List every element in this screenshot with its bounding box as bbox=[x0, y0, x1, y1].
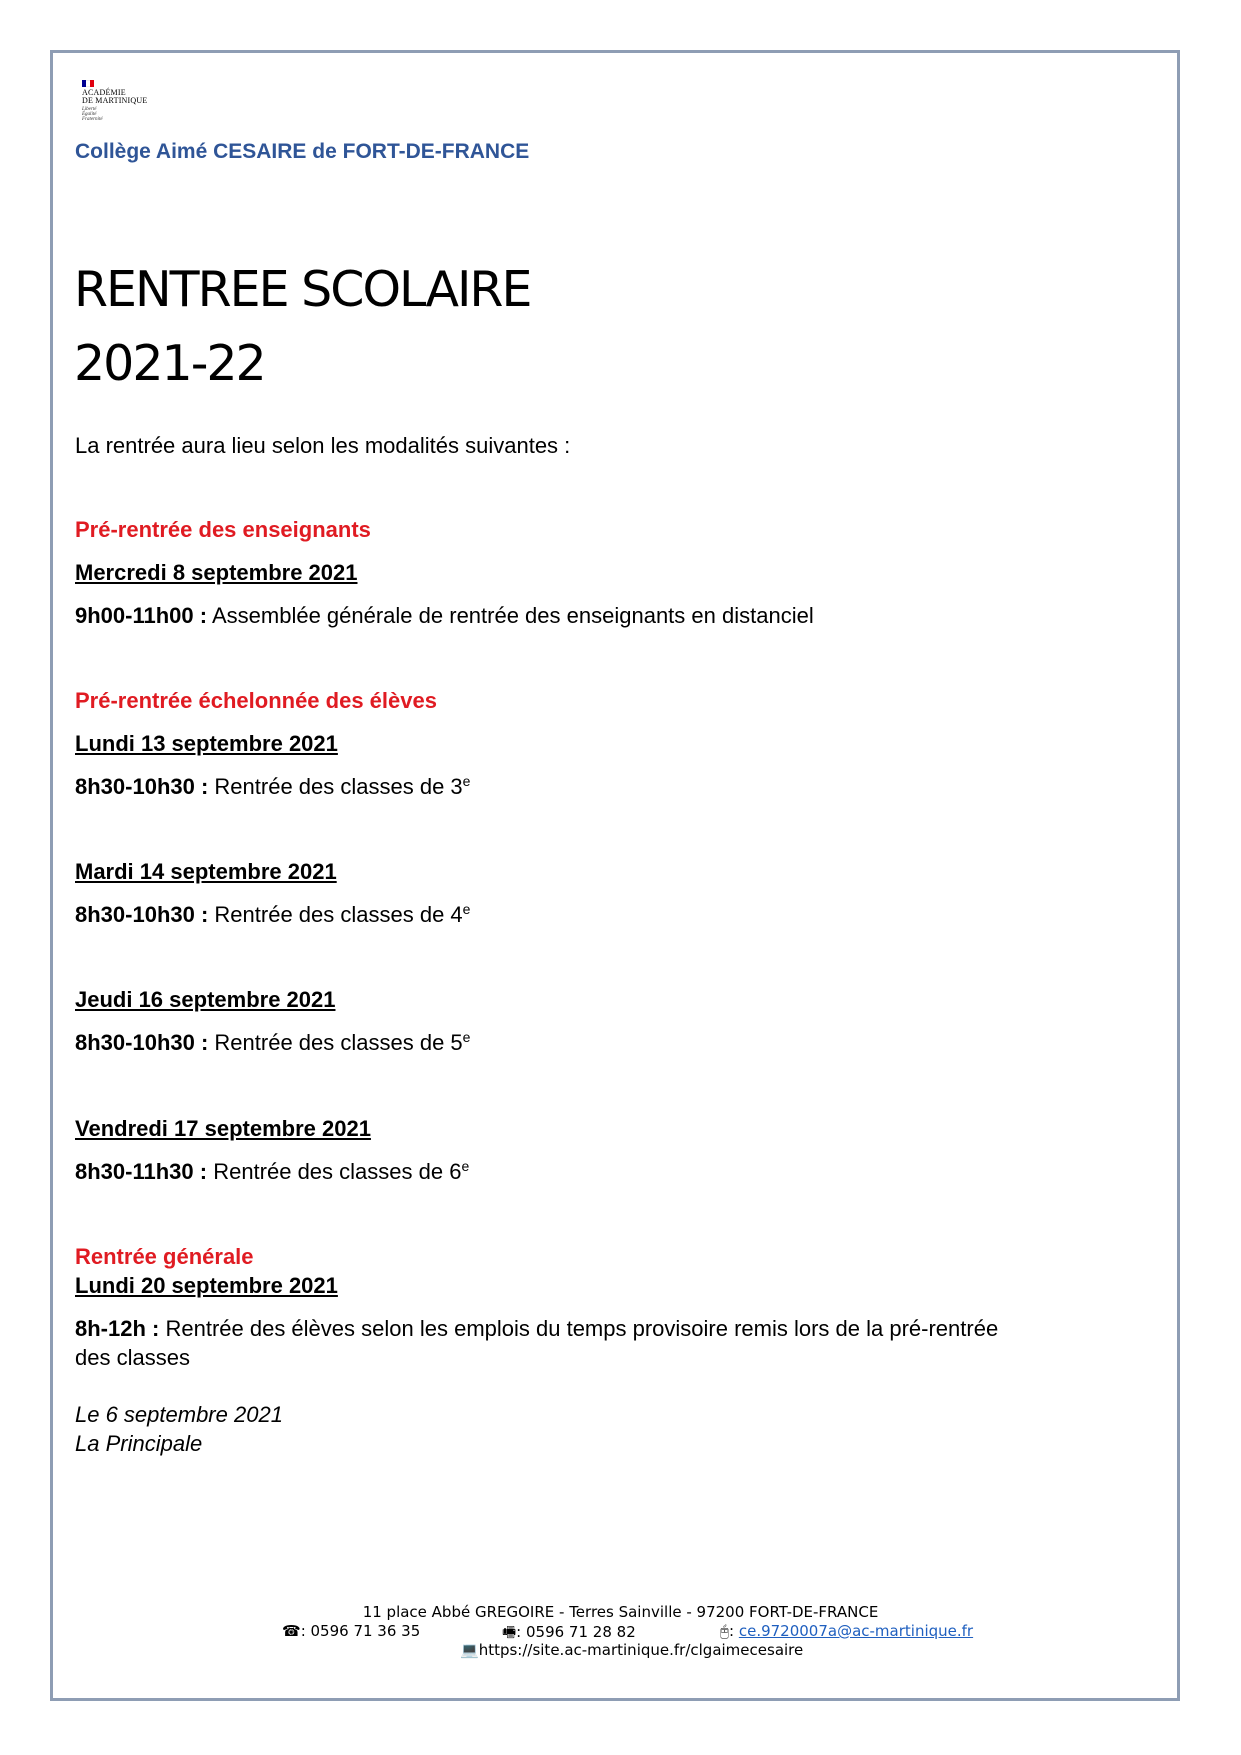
students-day3-desc: Rentrée des classes de 5 bbox=[208, 1030, 463, 1055]
students-day3-time: 8h30-10h30 : bbox=[75, 1030, 209, 1055]
email-link[interactable]: ce.9720007a@ac-martinique.fr bbox=[738, 1622, 974, 1640]
footer-email-prefix: : bbox=[729, 1622, 739, 1640]
general-date: Lundi 20 septembre 2021 bbox=[75, 1273, 338, 1298]
footer-email bbox=[720, 1622, 973, 1640]
mail-icon: 🖰 bbox=[720, 1622, 730, 1640]
title-line2: 2021-22 bbox=[74, 335, 265, 392]
teachers-date: Mercredi 8 septembre 2021 bbox=[75, 560, 358, 585]
computer-icon: 💻 bbox=[460, 1641, 479, 1659]
students-day4-schedule bbox=[75, 1159, 469, 1185]
footer-fax-number: : 0596 71 28 82 bbox=[516, 1623, 636, 1641]
students-day1-sup: e bbox=[462, 773, 471, 789]
footer-phone-number: : 0596 71 36 35 bbox=[300, 1622, 421, 1640]
students-day2-time: 8h30-10h30 : bbox=[75, 902, 209, 927]
students-day4-date: Vendredi 17 septembre 2021 bbox=[75, 1116, 371, 1141]
students-day4-sup: e bbox=[461, 1158, 470, 1174]
logo-motto-2: Égalité bbox=[82, 112, 97, 117]
teachers-heading: Pré-rentrée des enseignants bbox=[75, 517, 371, 542]
logo-motto-1: Liberté bbox=[82, 107, 97, 112]
teachers-schedule bbox=[75, 603, 814, 629]
students-day2-sup: e bbox=[462, 901, 471, 917]
phone-icon: ☎ bbox=[282, 1622, 301, 1640]
logo-line1: ACADÉMIE bbox=[82, 88, 126, 97]
students-day4-time: 8h30-11h30 : bbox=[75, 1159, 208, 1184]
signature-role: La Principale bbox=[75, 1431, 203, 1456]
college-name: Collège Aimé CESAIRE de FORT-DE-FRANCE bbox=[75, 140, 530, 163]
general-desc-line2: des classes bbox=[75, 1345, 190, 1370]
general-time: 8h-12h : bbox=[75, 1316, 160, 1341]
general-heading: Rentrée générale bbox=[75, 1244, 254, 1269]
students-day4-desc: Rentrée des classes de 6 bbox=[207, 1159, 462, 1184]
students-day3-sup: e bbox=[462, 1029, 471, 1045]
students-day1-desc: Rentrée des classes de 3 bbox=[208, 774, 463, 799]
page-title bbox=[74, 253, 530, 401]
general-schedule bbox=[75, 1316, 998, 1342]
students-day2-date: Mardi 14 septembre 2021 bbox=[75, 859, 337, 884]
signature-date: Le 6 septembre 2021 bbox=[75, 1402, 283, 1427]
general-desc-line1: Rentrée des élèves selon les emplois du temps provisoire remis lors de la pré-rentrée bbox=[159, 1316, 999, 1341]
intro-text: La rentrée aura lieu selon les modalités suivantes : bbox=[75, 433, 571, 458]
footer-phone bbox=[282, 1622, 420, 1640]
teachers-time: 9h00-11h00 : bbox=[75, 603, 208, 628]
students-day3-schedule bbox=[75, 1030, 470, 1056]
students-heading: Pré-rentrée échelonnée des élèves bbox=[75, 688, 437, 713]
academie-logo bbox=[82, 80, 172, 132]
students-day1-date: Lundi 13 septembre 2021 bbox=[75, 731, 338, 756]
logo-motto-3: Fraternité bbox=[82, 117, 103, 122]
students-day1-time: 8h30-10h30 : bbox=[75, 774, 209, 799]
footer-website bbox=[460, 1641, 803, 1659]
logo-line2: DE MARTINIQUE bbox=[82, 96, 148, 105]
website-text: https://site.ac-martinique.fr/clgaimecesaire bbox=[478, 1641, 804, 1659]
teachers-desc: Assemblée générale de rentrée des enseignants en distanciel bbox=[207, 603, 814, 628]
footer-address: 11 place Abbé GREGOIRE - Terres Sainville - 97200 FORT-DE-FRANCE bbox=[362, 1603, 879, 1621]
marianne-flag-icon bbox=[82, 80, 94, 87]
students-day3-date: Jeudi 16 septembre 2021 bbox=[75, 987, 336, 1012]
title-line1: RENTREE SCOLAIRE bbox=[74, 261, 531, 318]
fax-icon: 🖷 bbox=[502, 1623, 517, 1641]
students-day1-schedule bbox=[75, 774, 470, 800]
students-day2-schedule bbox=[75, 902, 470, 928]
students-day2-desc: Rentrée des classes de 4 bbox=[208, 902, 463, 927]
